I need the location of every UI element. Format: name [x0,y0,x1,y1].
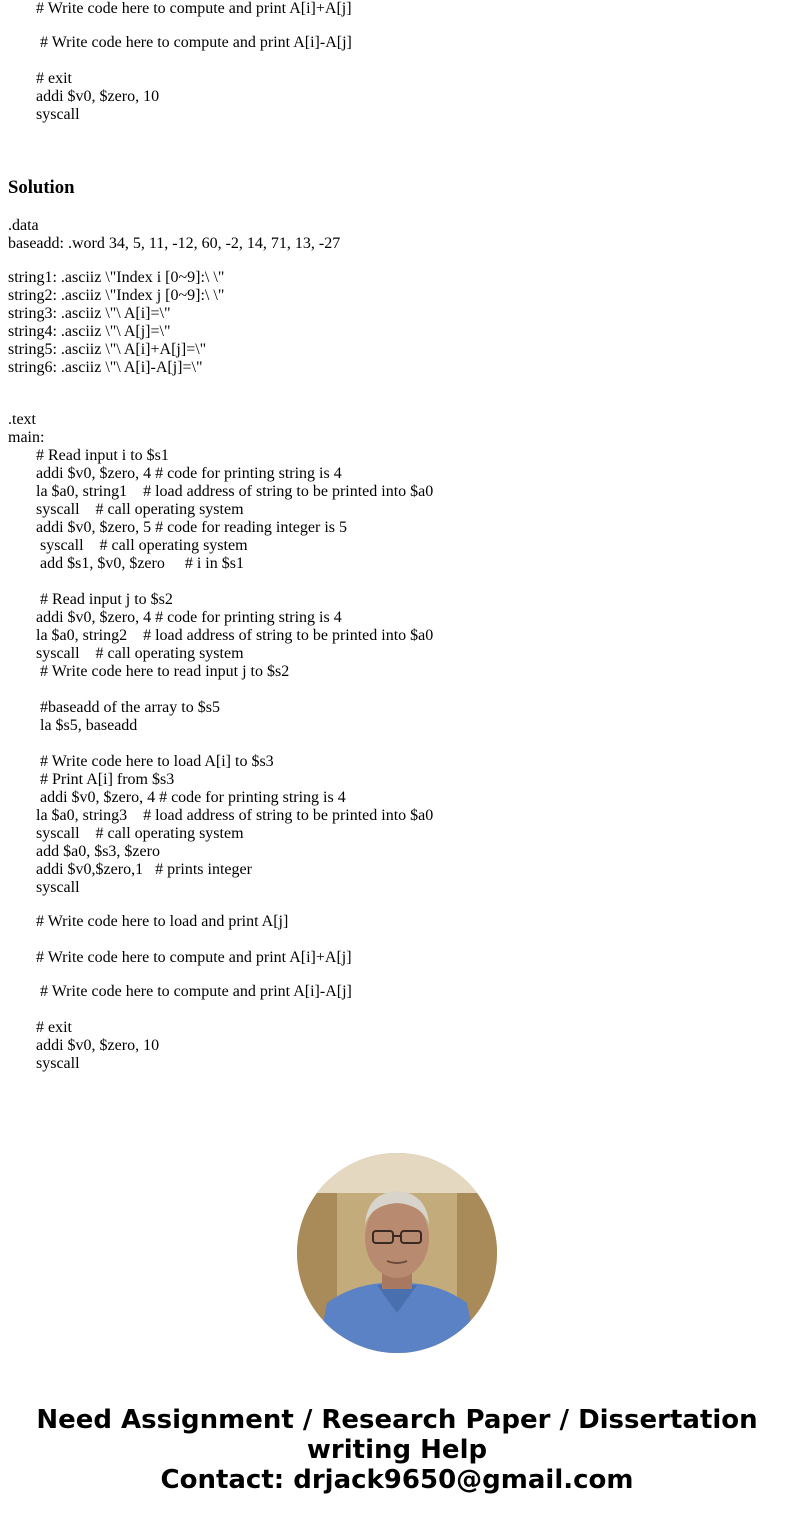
code-line: string2: .asciiz \"Index j [0~9]:\ \" [8,287,225,304]
code-line: addi $v0, $zero, 4 # code for printing string is 4 [36,609,342,626]
code-line: addi $v0,$zero,1 # prints integer [36,861,252,878]
code-line: la $a0, string3 # load address of string to be printed into $a0 [36,807,434,824]
code-line: syscall [36,1055,80,1072]
code-line: main: [8,429,45,446]
code-line: # exit [36,70,72,87]
code-line: syscall [36,879,80,896]
code-line: add $s1, $v0, $zero # i in $s1 [36,555,244,572]
code-line: string1: .asciiz \"Index i [0~9]:\ \" [8,269,225,286]
code-line: syscall [36,106,80,123]
code-line: string6: .asciiz \"\ A[i]-A[j]=\" [8,359,203,376]
code-line: addi $v0, $zero, 5 # code for reading integer is 5 [36,519,348,536]
code-line: string5: .asciiz \"\ A[i]+A[j]=\" [8,341,207,358]
footer-contact-line: Contact: drjack9650@gmail.com [160,1465,634,1495]
code-line: # Read input j to $s2 [36,591,173,608]
footer-promo-line: Need Assignment / Research Paper / Dissertation [36,1405,758,1435]
code-line: syscall # call operating system [36,501,244,518]
code-line: string3: .asciiz \"\ A[i]=\" [8,305,171,322]
code-line: syscall # call operating system [36,645,244,662]
code-line: # Print A[i] from $s3 [36,771,175,788]
code-line: addi $v0, $zero, 10 [36,1037,160,1054]
code-line: la $a0, string2 # load address of string to be printed into $a0 [36,627,434,644]
code-line: #baseadd of the array to $s5 [36,699,220,716]
code-line: syscall # call operating system [36,537,248,554]
code-line: baseadd: .word 34, 5, 11, -12, 60, -2, 14, 71, 13, -27 [8,235,341,252]
code-line: # Write code here to load and print A[j] [36,913,289,930]
code-line: # Write code here to load A[i] to $s3 [36,753,274,770]
code-line: # Write code here to compute and print A[i]-A[j] [36,34,352,51]
solution-heading: Solution [8,177,75,198]
code-line: addi $v0, $zero, 4 # code for printing string is 4 [36,465,342,482]
code-line: add $a0, $s3, $zero [36,843,160,860]
code-line: # Write code here to read input j to $s2 [36,663,290,680]
code-line: # Write code here to compute and print A[i]-A[j] [36,983,352,1000]
code-line: addi $v0, $zero, 10 [36,88,160,105]
code-line: addi $v0, $zero, 4 # code for printing string is 4 [36,789,346,806]
code-line: la $s5, baseadd [36,717,138,734]
author-avatar [297,1153,497,1353]
author-portrait-image [297,1153,497,1353]
code-line: string4: .asciiz \"\ A[j]=\" [8,323,171,340]
code-line: .data [8,217,39,234]
footer-promo-line: writing Help [306,1435,488,1465]
code-line: la $a0, string1 # load address of string to be printed into $a0 [36,483,434,500]
code-line: # Write code here to compute and print A[i]+A[j] [36,949,352,966]
code-line: syscall # call operating system [36,825,244,842]
code-line: .text [8,411,36,428]
code-line: # Write code here to compute and print A[i]+A[j] [36,0,352,17]
code-line: # exit [36,1019,72,1036]
code-line: # Read input i to $s1 [36,447,169,464]
